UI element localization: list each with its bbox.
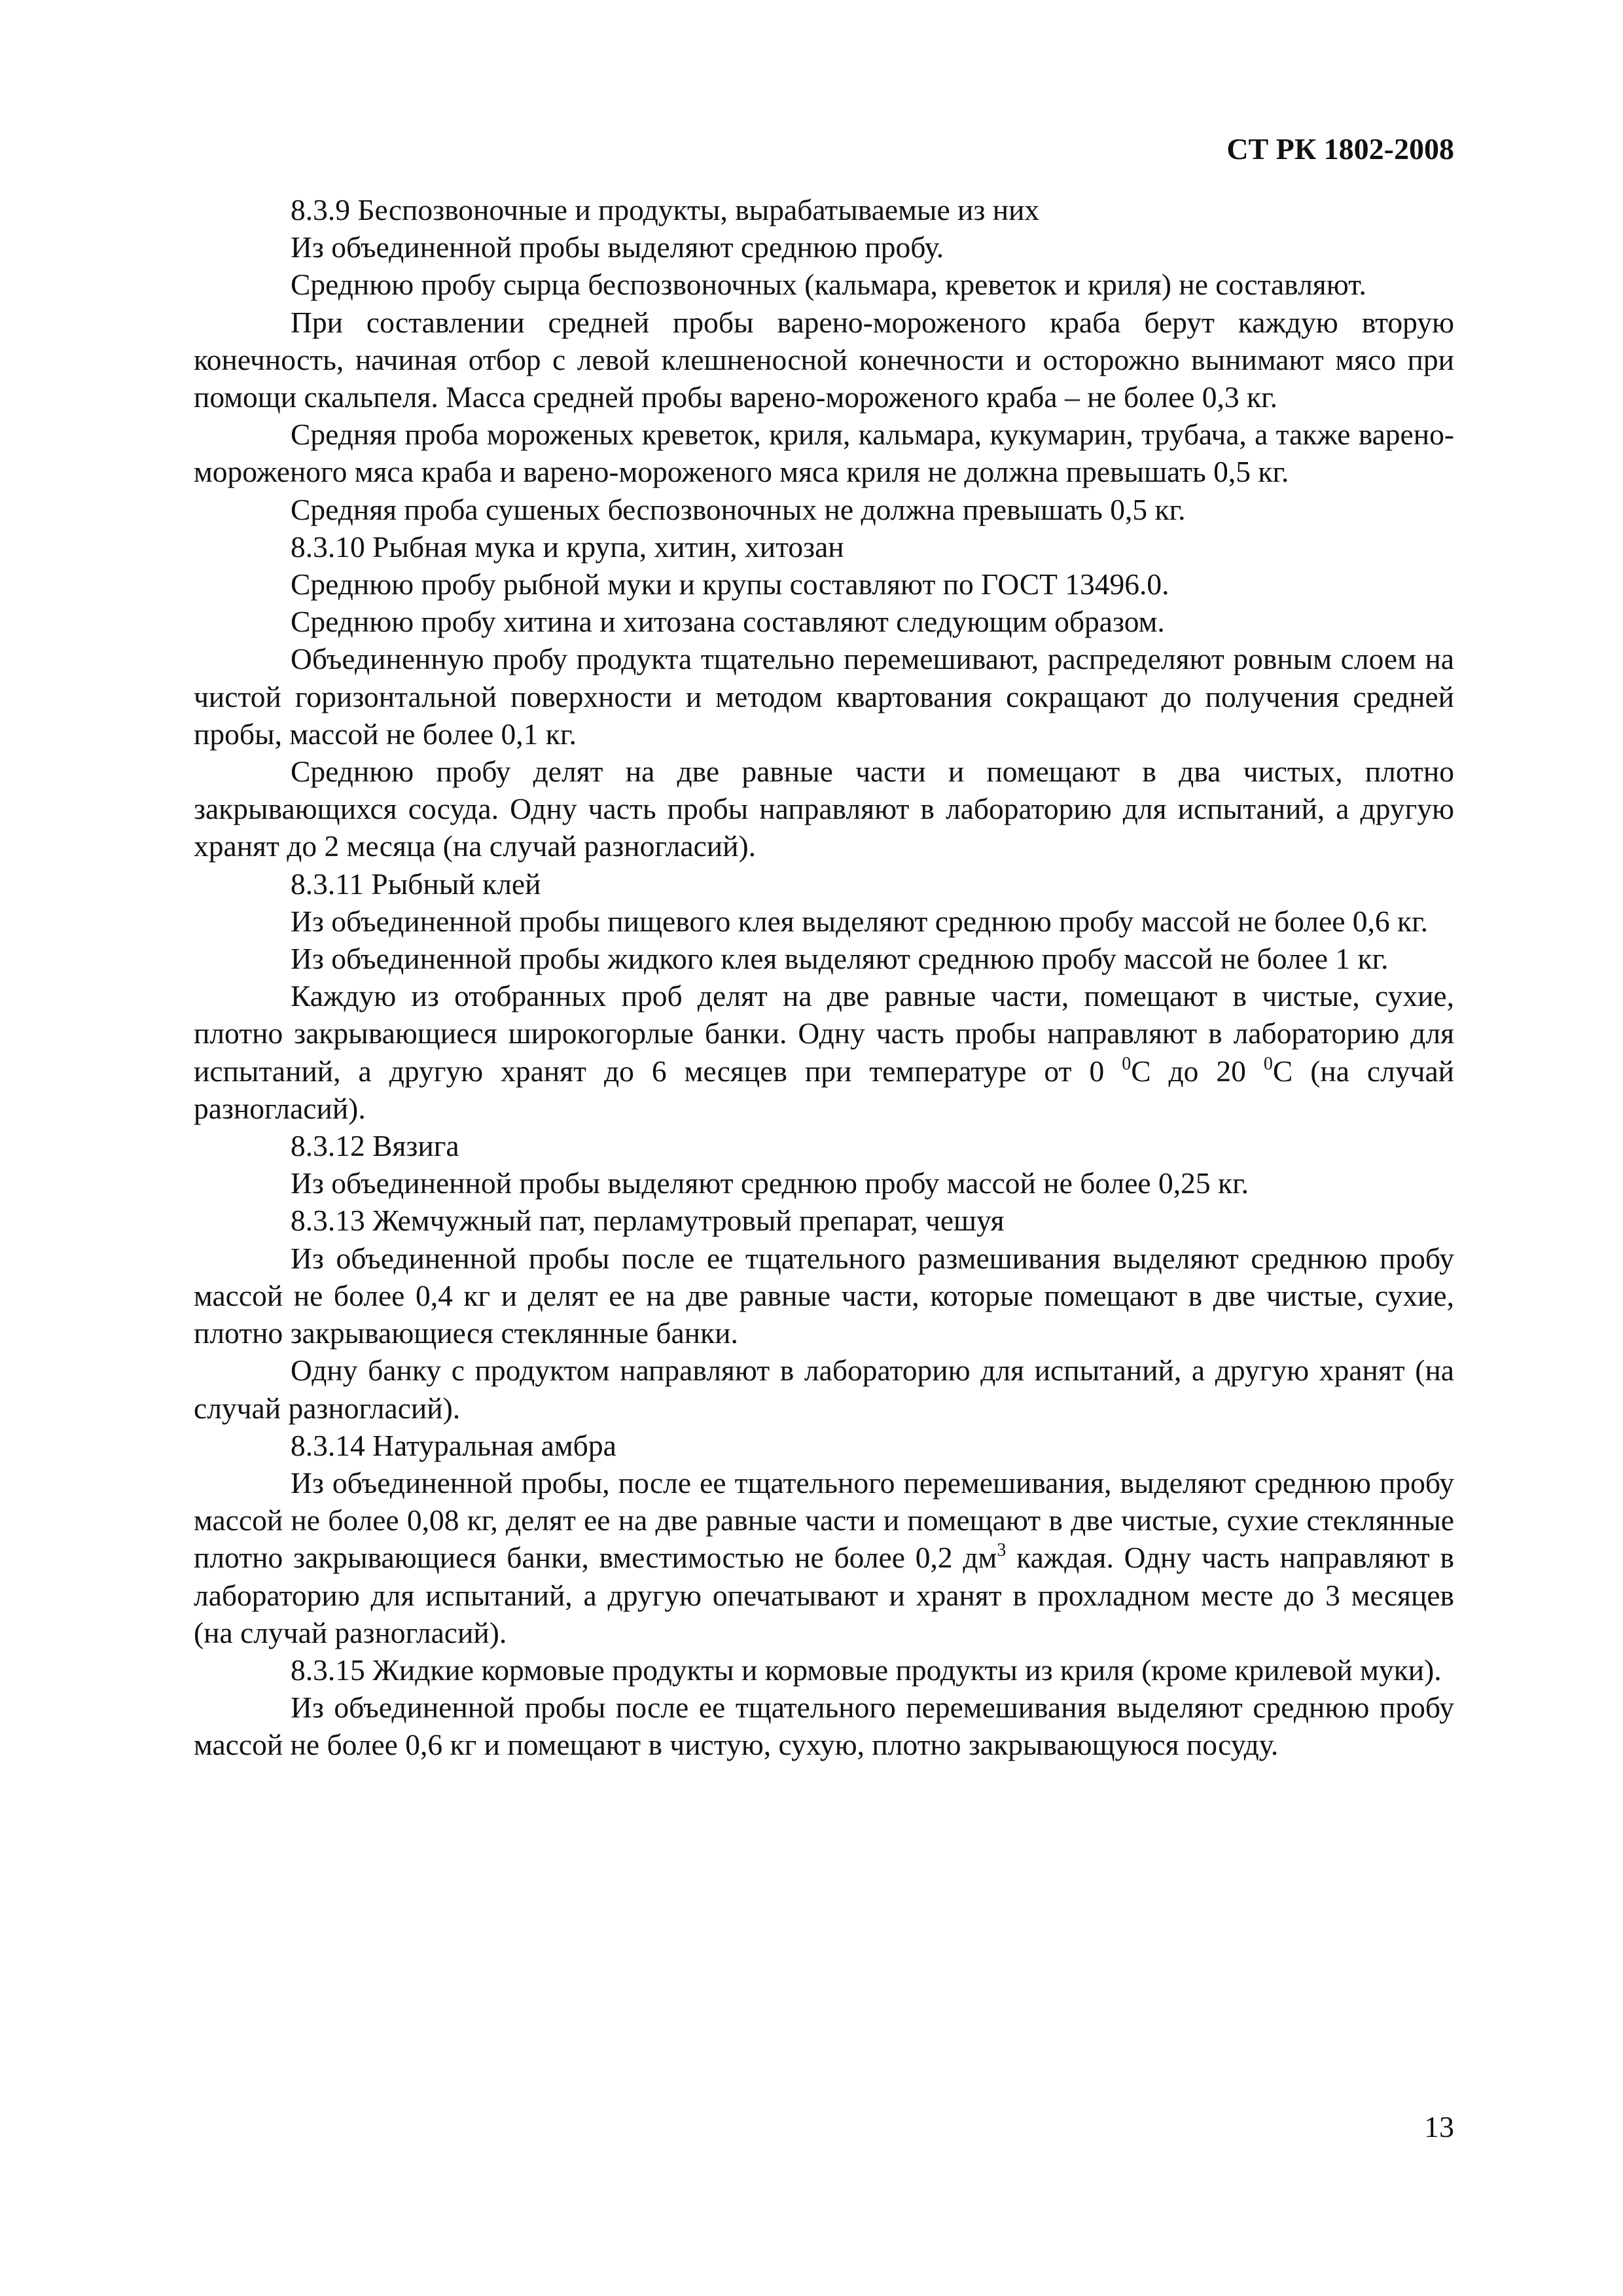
paragraph: Среднюю пробу сырца беспозвоночных (кальмара, креветок и криля) не составляют. [291, 268, 1366, 302]
section-heading-8-3-15: 8.3.15 Жидкие кормовые продукты и кормовые продукты из криля (кроме крилевой муки). [291, 1653, 1442, 1687]
paragraph: Из объединенной пробы выделяют среднюю пробу массой не более 0,25 кг. [291, 1166, 1249, 1200]
paragraph: Объединенную пробу продукта тщательно перемешивают, распределяют ровным слоем на чистой горизонтальной поверхности и методом квартования сокращают до получения средней пробы, массой не более 0,1 кг. [194, 642, 1454, 751]
paragraph-text: С (на случай разногласий). [194, 1054, 1455, 1125]
paragraph-volume [194, 1464, 1454, 1651]
paragraph: Средняя проба сушеных беспозвоночных не должна превышать 0,5 кг. [291, 492, 1186, 526]
paragraph: Среднюю пробу хитина и хитозана составляют следующим образом. [291, 605, 1165, 639]
section-heading-8-3-14: 8.3.14 Натуральная амбра [291, 1428, 616, 1462]
paragraph: Одну банку с продуктом направляют в лабораторию для испытаний, а другую хранят (на случай разногласий). [194, 1354, 1454, 1425]
paragraph: Из объединенной пробы пищевого клея выделяют среднюю пробу массой не более 0,6 кг. [291, 904, 1429, 938]
degree-superscript: 0 [1263, 1053, 1273, 1074]
section-heading-8-3-12: 8.3.12 Вязига [291, 1129, 459, 1163]
paragraph: При составлении средней пробы варено-мороженого краба берут каждую вторую конечность, начиная отбор с левой клешненосной конечности и осторожно вынимают мясо при помощи скальпеля. Масса средней пробы варено-мороженого краба – не более 0,3 кг. [194, 305, 1454, 414]
paragraph: Среднюю пробу делят на две равные части и помещают в два чистых, плотно закрывающихся сосуда. Одну часть пробы направляют в лабораторию для испытаний, а другую хранят до 2 месяца (на случай разногласий). [194, 755, 1454, 863]
paragraph: Из объединенной пробы после ее тщательного перемешивания выделяют среднюю пробу массой не более 0,6 кг и помещают в чистую, сухую, плотно закрывающуюся посуду. [194, 1691, 1454, 1762]
page-number: 13 [1424, 2110, 1454, 2144]
paragraph-temperature [194, 977, 1454, 1127]
paragraph-text: С до 20 [1131, 1054, 1264, 1088]
paragraph-text: Из объединенной пробы, после ее тщательного перемешивания, выделяют среднюю пробу массой не более 0,08 кг, делят ее на две равные части и помещают в две чистые, сухие стеклянные плотно закрывающиеся банки, вместимостью не более 0,2 дм [194, 1465, 1454, 1575]
section-heading-8-3-9: 8.3.9 Беспозвоночные и продукты, вырабатываемые из них [291, 193, 1040, 226]
section-heading-8-3-10: 8.3.10 Рыбная мука и крупа, хитин, хитозан [291, 529, 844, 564]
standard-code: СТ РК 1802-2008 [1226, 132, 1454, 166]
paragraph: Из объединенной пробы после ее тщательного размешивания выделяют среднюю пробу массой не более 0,4 кг и делят ее на две равные части, которые помещают в две чистые, сухие, плотно закрывающиеся стеклянные банки. [194, 1241, 1454, 1350]
degree-superscript: 0 [1122, 1053, 1132, 1074]
cubic-superscript: 3 [997, 1540, 1007, 1561]
paragraph-text: Каждую из отобранных проб делят на две равные части, помещают в чистые, сухие, плотно закрывающиеся широкогорлые банки. Одну часть пробы направляют в лабораторию для испытаний, а другую хранят до 6 месяцев при температуре от 0 [194, 979, 1454, 1088]
paragraph: Из объединенной пробы выделяют среднюю пробу. [291, 230, 944, 264]
paragraph: Средняя проба мороженых креветок, криля, кальмара, кукумарин, трубача, а также варено-мороженого мяса краба и варено-мороженого мяса криля не должна превышать 0,5 кг. [194, 418, 1454, 489]
paragraph: Из объединенной пробы жидкого клея выделяют среднюю пробу массой не более 1 кг. [291, 942, 1389, 976]
paragraph-text: каждая. Одну часть направляют в лабораторию для испытаний, а другую опечатывают и хранят в прохладном месте до 3 месяцев (на случай разногласий). [194, 1541, 1454, 1649]
paragraph: Среднюю пробу рыбной муки и крупы составляют по ГОСТ 13496.0. [291, 567, 1169, 601]
document-body [194, 191, 1454, 1764]
section-heading-8-3-11: 8.3.11 Рыбный клей [291, 867, 541, 901]
section-heading-8-3-13: 8.3.13 Жемчужный пат, перламутровый препарат, чешуя [291, 1204, 1005, 1238]
